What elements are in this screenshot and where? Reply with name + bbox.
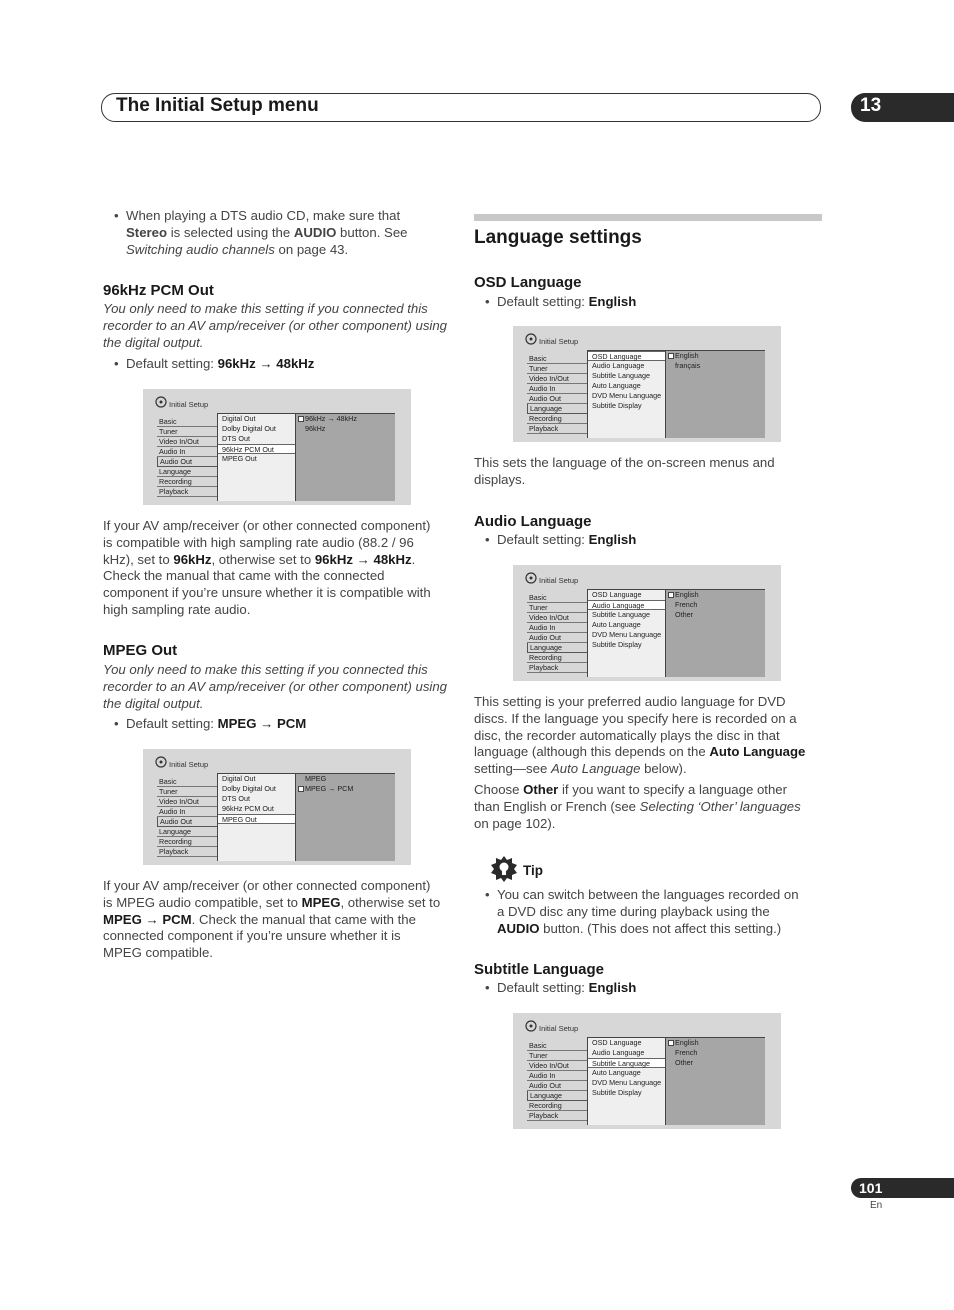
checkbox-icon: [298, 786, 304, 792]
audio-body: This setting is your preferred audio language for DVD discs. If the language you specify here is recorded on a disc, the recorder automatically plays the disc in that language (although this depends on the Auto Language setting—see Auto Language below). Choose Other if you want to specify a language other than English or French (see Selecting ‘Other’ languages on page 102).: [474, 694, 806, 831]
menu-item[interactable]: Video In/Out: [157, 797, 219, 807]
setup-menu: [527, 593, 589, 673]
menu-item[interactable]: Playback: [527, 1111, 589, 1121]
pcm-setup-screen: [143, 389, 411, 505]
chapter-number: 13: [860, 95, 882, 116]
screen-title: Initial Setup: [539, 1024, 579, 1033]
menu-item[interactable]: Basic: [157, 777, 219, 787]
option-item[interactable]: French: [675, 1048, 698, 1057]
menu-item[interactable]: Video In/Out: [527, 374, 589, 384]
submenu-item-selected[interactable]: Audio Language: [588, 600, 666, 610]
options-panel: [295, 773, 395, 861]
option-item[interactable]: French: [675, 600, 698, 609]
setup-disc-icon: [525, 572, 537, 584]
submenu-item[interactable]: DVD Menu Language: [592, 391, 662, 400]
pcm-note: You only need to make this setting if you connected this recorder to an AV amp/receiver (or other component) using the digital output.: [103, 301, 448, 350]
submenu-item[interactable]: OSD Language: [592, 590, 642, 599]
submenu: [587, 350, 666, 438]
options-panel: [665, 1037, 765, 1125]
audio-heading: Audio Language: [474, 513, 592, 530]
tip-lightbulb-icon: [490, 855, 518, 883]
submenu-item[interactable]: 96kHz PCM Out: [222, 804, 274, 813]
section-bar: [474, 214, 822, 221]
option-item[interactable]: MPEG: [305, 774, 327, 783]
menu-item[interactable]: Language: [157, 467, 219, 477]
menu-item[interactable]: Basic: [527, 354, 589, 364]
menu-item[interactable]: Audio In: [527, 384, 589, 394]
submenu-item[interactable]: Auto Language: [592, 1068, 641, 1077]
setup-menu: [157, 777, 219, 857]
pcm-body: If your AV amp/receiver (or other connected component) is compatible with high sampling rate audio (88.2 / 96 kHz), set to 96kHz, otherwise set to 96kHz → 48kHz. Check the manual that came with the connected component if you’re unsure whether it is compatible with high sampling rate audio.: [103, 518, 431, 617]
option-item[interactable]: Other: [675, 1058, 693, 1067]
osd-default: • Default setting: English: [474, 294, 824, 311]
option-item[interactable]: English: [666, 590, 765, 600]
menu-item[interactable]: Playback: [157, 487, 219, 497]
mpeg-note: You only need to make this setting if you connected this recorder to an AV amp/receiver (or other component) using the digital output.: [103, 662, 448, 711]
subtitle-default: • Default setting: English: [474, 980, 824, 997]
menu-item[interactable]: Audio In: [157, 807, 219, 817]
submenu-item[interactable]: DTS Out: [222, 434, 250, 443]
menu-item[interactable]: Playback: [527, 663, 589, 673]
submenu: [217, 773, 296, 861]
submenu-item[interactable]: Dolby Digital Out: [222, 424, 276, 433]
checkbox-icon: [668, 1040, 674, 1046]
option-item[interactable]: English: [666, 351, 765, 361]
page-title: The Initial Setup menu: [116, 95, 319, 116]
submenu-item[interactable]: Digital Out: [222, 414, 256, 423]
submenu-item[interactable]: Subtitle Language: [592, 371, 650, 380]
osd-heading: OSD Language: [474, 274, 582, 291]
menu-item[interactable]: Recording: [157, 837, 219, 847]
menu-item[interactable]: Audio Out: [527, 394, 589, 404]
submenu-item[interactable]: MPEG Out: [222, 454, 257, 463]
menu-item-selected[interactable]: Language: [527, 404, 589, 414]
setup-disc-icon: [155, 396, 167, 408]
screen-title: Initial Setup: [539, 337, 579, 346]
menu-item[interactable]: Recording: [527, 653, 589, 663]
submenu-item-selected[interactable]: OSD Language: [588, 351, 666, 361]
menu-item[interactable]: Basic: [157, 417, 219, 427]
submenu-item[interactable]: Subtitle Display: [592, 1088, 642, 1097]
options-panel: [665, 589, 765, 677]
menu-item[interactable]: Language: [157, 827, 219, 837]
submenu-item[interactable]: DVD Menu Language: [592, 630, 662, 639]
submenu-item[interactable]: Auto Language: [592, 381, 641, 390]
menu-item[interactable]: Audio Out: [527, 1081, 589, 1091]
menu-item[interactable]: Recording: [157, 477, 219, 487]
option-item[interactable]: English: [666, 1038, 765, 1048]
subtitle-setup-screen: [513, 1013, 781, 1129]
menu-item[interactable]: Audio In: [527, 1071, 589, 1081]
audio-default: • Default setting: English: [474, 532, 824, 549]
menu-item[interactable]: Video In/Out: [157, 437, 219, 447]
submenu-item[interactable]: Audio Language: [592, 1048, 645, 1057]
setup-disc-icon: [525, 333, 537, 345]
option-item[interactable]: MPEG → PCM: [296, 784, 395, 794]
submenu-item-selected[interactable]: MPEG Out: [218, 814, 296, 824]
submenu: [587, 1037, 666, 1125]
submenu-item[interactable]: Subtitle Display: [592, 401, 642, 410]
pcm-default: • Default setting: 96kHz → 48kHz: [103, 356, 453, 373]
setup-menu: [527, 354, 589, 434]
submenu-item[interactable]: Auto Language: [592, 620, 641, 629]
option-item[interactable]: Other: [675, 610, 693, 619]
menu-item[interactable]: Tuner: [527, 364, 589, 374]
submenu-item[interactable]: Subtitle Language: [592, 610, 650, 619]
menu-item[interactable]: Tuner: [157, 787, 219, 797]
menu-item[interactable]: Video In/Out: [527, 613, 589, 623]
tip-bullet: • You can switch between the languages recorded on a DVD disc any time during playback using the AUDIO button. (This does not affect this setting.): [474, 887, 824, 937]
option-item[interactable]: français: [675, 361, 701, 370]
menu-item[interactable]: Video In/Out: [527, 1061, 589, 1071]
tip-label: Tip: [523, 863, 543, 878]
checkbox-icon: [668, 353, 674, 359]
options-panel: [295, 413, 395, 501]
menu-item-selected[interactable]: Language: [527, 1091, 589, 1101]
mpeg-setup-screen: [143, 749, 411, 865]
intro-bullet: • When playing a DTS audio CD, make sure that Stereo is selected using the AUDIO button. See Switching audio channels on page 43.: [103, 208, 453, 258]
menu-item[interactable]: Playback: [527, 424, 589, 434]
menu-item[interactable]: Recording: [527, 414, 589, 424]
option-item[interactable]: 96kHz: [305, 424, 326, 433]
section-title: Language settings: [474, 227, 642, 248]
audio-setup-screen: [513, 565, 781, 681]
page-language: En: [870, 1200, 883, 1211]
menu-item-selected[interactable]: Audio Out: [157, 457, 219, 467]
submenu-item[interactable]: Subtitle Display: [592, 640, 642, 649]
menu-item[interactable]: Tuner: [527, 1051, 589, 1061]
menu-item[interactable]: Basic: [527, 593, 589, 603]
submenu-item[interactable]: Audio Language: [592, 361, 645, 370]
menu-item[interactable]: Audio In: [157, 447, 219, 457]
setup-disc-icon: [525, 1020, 537, 1032]
submenu-item[interactable]: OSD Language: [592, 1038, 642, 1047]
submenu-item-selected[interactable]: Subtitle Language: [588, 1058, 666, 1068]
setup-menu: [527, 1041, 589, 1121]
checkbox-icon: [668, 592, 674, 598]
checkbox-icon: [298, 416, 304, 422]
option-item[interactable]: 96kHz → 48kHz: [296, 414, 395, 424]
setup-menu: [157, 417, 219, 497]
menu-item-selected[interactable]: Language: [527, 643, 589, 653]
screen-title: Initial Setup: [169, 400, 209, 409]
submenu-item-selected[interactable]: 96kHz PCM Out: [218, 444, 296, 454]
submenu: [217, 413, 296, 501]
options-panel: [665, 350, 765, 438]
submenu-item[interactable]: Digital Out: [222, 774, 256, 783]
osd-setup-screen: [513, 326, 781, 442]
menu-item-selected[interactable]: Audio Out: [157, 817, 219, 827]
menu-item[interactable]: Tuner: [527, 603, 589, 613]
subtitle-heading: Subtitle Language: [474, 961, 605, 978]
menu-item[interactable]: Tuner: [157, 427, 219, 437]
menu-item[interactable]: Recording: [527, 1101, 589, 1111]
menu-item[interactable]: Audio Out: [527, 633, 589, 643]
screen-title: Initial Setup: [169, 760, 209, 769]
screen-title: Initial Setup: [539, 576, 579, 585]
mpeg-heading: MPEG Out: [103, 642, 178, 659]
page-number: 101: [859, 1180, 883, 1196]
submenu-item[interactable]: DVD Menu Language: [592, 1078, 662, 1087]
submenu-item[interactable]: Dolby Digital Out: [222, 784, 276, 793]
submenu: [587, 589, 666, 677]
submenu-item[interactable]: DTS Out: [222, 794, 250, 803]
osd-body: This sets the language of the on-screen menus and displays.: [474, 455, 775, 487]
setup-disc-icon: [155, 756, 167, 768]
pcm-heading: 96kHz PCM Out: [103, 282, 214, 299]
mpeg-body: If your AV amp/receiver (or other connected component) is MPEG audio compatible, set to MPEG, otherwise set to MPEG → PCM. Check the manual that came with the connected component if you’re unsure whether it is MPEG compatible.: [103, 878, 441, 961]
menu-item[interactable]: Basic: [527, 1041, 589, 1051]
menu-item[interactable]: Playback: [157, 847, 219, 857]
menu-item[interactable]: Audio In: [527, 623, 589, 633]
mpeg-default: • Default setting: MPEG → PCM: [103, 716, 453, 733]
